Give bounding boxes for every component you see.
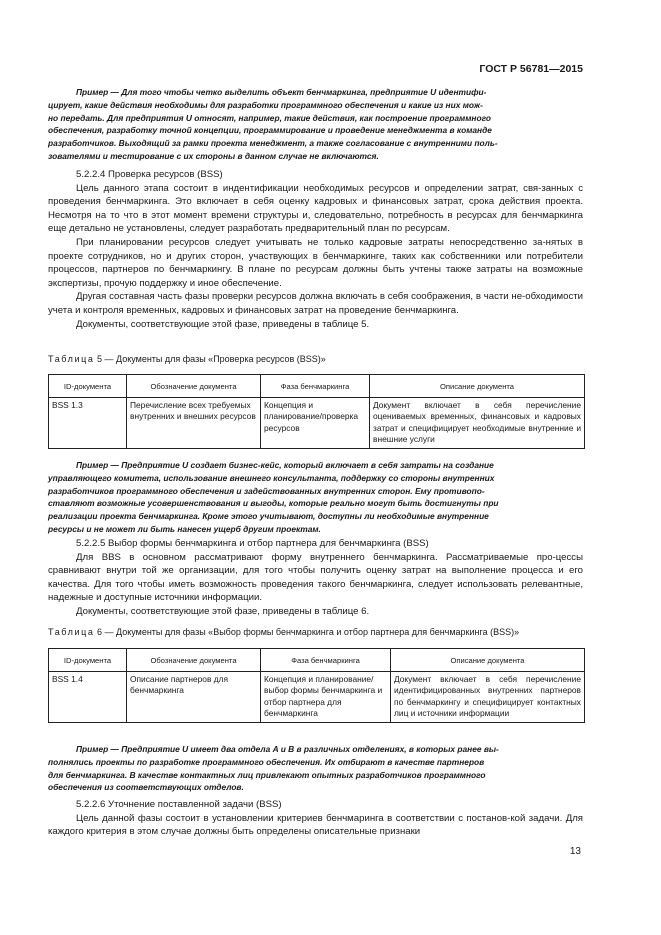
example-1-line: но передать. Для предприятия U относят, например, такие действия, как построение программного	[48, 112, 491, 123]
paragraph: Другая составная часть фазы проверки ресурсов должна включать в себя соображения, в части не-обходимости учета и контроля временных, кадровых и финансовых затрат на проведение бенчмаркинга.	[48, 291, 583, 316]
col-header: Описание документа	[370, 375, 585, 398]
section-heading: 5.2.2.5 Выбор формы бенчмаркинга и отбор партнера для бенчмаркинга (BSS)	[76, 538, 429, 549]
example-1-line: обеспечения, разработку точной концепции, программирование и проведение менеджмента в команде	[48, 125, 492, 136]
paragraph: Документы, соответствующие этой фазе, приведены в таблице 5.	[76, 318, 370, 330]
table-row	[49, 672, 585, 723]
example-3-line: Пример — Предприятие U имеет два отдела A и B в различных отделениях, в которых ранее вы-	[76, 744, 499, 754]
paragraph: Цель данной фазы состоит в установлении критериев бенчмаринга в соответствии с постанов-кой задачи. Для каждого критерия в этом случае должны быть определены описательные признаки	[48, 812, 583, 838]
example-2-line: ставляют возможные усовершенствования и выгоды, которые реально могут быть достигнуты при	[48, 498, 499, 509]
table-5	[48, 374, 585, 449]
example-2-line: Пример — Предприятие U создает бизнес-кейс, который включает в себя затраты на создание	[76, 460, 494, 470]
example-2-line: ресурсы и не может ли быть нанесен ущерб другим проектам.	[48, 523, 321, 534]
cell-phase: Концепция и планирование/выбор формы бенчмаркинга и отбор партнера для бенчмаркинга	[261, 672, 391, 723]
section-5-2-2-4	[48, 168, 583, 331]
standard-header: ГОСТ Р 56781—2015	[479, 63, 583, 75]
caption-text: 5 — Документы для фазы «Проверка ресурсов (BSS)»	[94, 354, 326, 364]
cell-phase: Концепция и планирование/проверка ресурсов	[261, 398, 370, 449]
paragraph: При планировании ресурсов следует учитывать не только кадровые затраты непосредственно за-нятых в проекте сотрудников, но и других сторон, участвующих в бенчмаркинге, таких как собственники или потребители процессов, партнеров по бенчмаркингу. В плане по ресурсам должны быть учтены также затраты на возможные экспертизы, прочую поддержку и иное обеспечение.	[48, 236, 583, 289]
table-5-caption	[48, 354, 588, 364]
table-6	[48, 648, 585, 723]
col-header: Обозначение документа	[127, 649, 261, 672]
example-1-line: разработчиков. Выходящий за рамки проекта менеджмент, а также согласование с внутренними поль-	[48, 138, 498, 149]
example-3-line: полнялись проекты по разработке программного обеспечения. Их отбирают в качестве партнеров	[48, 756, 485, 767]
caption-text: 6 — Документы для фазы «Выбор формы бенчмаркинга и отбор партнера для бенчмаркинга (BSS)»	[94, 627, 520, 637]
example-2-line: разработчиков программного обеспечения и задействованных внутренних сторон. Ему противопо-	[48, 485, 485, 496]
example-1-line: зователями и тестирование с их стороны в данном случае не включаются.	[48, 150, 379, 161]
example-1-line: цирует, какие действия необходимы для разработки программного обеспечения и какие из них мож-	[48, 99, 483, 110]
example-2-line: управляющего комитета, использование внешнего консультанта, поддержку со стороны внутренних	[48, 472, 495, 483]
table-row	[49, 398, 585, 449]
cell-id: BSS 1.3	[49, 398, 127, 449]
paragraph: Для BBS в основном рассматривают форму внутреннего бенчмаркинга. Рассматриваемые про-цессы сравнивают внутри той же организации, для того чтобы получить оценку затрат на выполнение процесса и его качества. Для того чтобы иметь возможность проведения такого бенчмаркинга, следует использовать релевантные, надежные и доступные источники информации.	[48, 551, 583, 604]
example-1	[48, 86, 583, 163]
example-3	[48, 743, 583, 794]
col-header: Обозначение документа	[127, 375, 261, 398]
example-2	[48, 459, 583, 536]
example-3-line: обеспечения из соответствующих отделов.	[48, 782, 244, 793]
caption-label: Таблица	[48, 354, 95, 364]
cell-designation: Описание партнеров для бенчмаркинга	[127, 672, 261, 723]
col-header: Описание документа	[391, 649, 585, 672]
page-number: 13	[569, 846, 581, 857]
section-heading: 5.2.2.4 Проверка ресурсов (BSS)	[76, 169, 223, 180]
cell-description: Документ включает в себя перечисление идентифицированных внутренних партнеров по бенчмаркингу и специфицирует контактных лиц и источники информации	[391, 672, 585, 723]
section-5-2-2-5	[48, 537, 583, 619]
cell-designation: Перечисление всех требуемых внутренних и внешних ресурсов	[127, 398, 261, 449]
table-6-caption	[48, 627, 588, 637]
paragraph: Цель данного этапа состоит в индентификации необходимых ресурсов и определении затрат, свя-занных с проведения бенчмаркинга. Это включает в себя оценку кадровых и финансовых затрат, срока действия проекта. Несмотря на то что в этот момент времени структуры и, следовательно, потребность в ресурсах для бенчмаркинга еще детально не установлены, следует разработать предварительный план по ресурсам.	[48, 182, 583, 235]
cell-description: Документ включает в себя перечисление оцениваемых временных, финансовых и кадровых затрат и специфицирует необходимые внутренние и внешние услуги	[370, 398, 585, 449]
example-2-line: реализации проекта бенчмаркинга. Кроме этого учитывают, доступны ли необходимые внутренние	[48, 511, 489, 522]
table-header-row	[49, 375, 585, 398]
section-heading: 5.2.2.6 Уточнение поставленной задачи (BSS)	[76, 799, 282, 810]
section-5-2-2-6	[48, 798, 583, 839]
caption-label: Таблица	[48, 627, 95, 637]
col-header: ID-документа	[49, 375, 127, 398]
example-3-line: для бенчмаркинга. В качестве контактных лиц привлекают опытных разработчиков программного	[48, 769, 486, 780]
cell-id: BSS 1.4	[49, 672, 127, 723]
table-header-row	[49, 649, 585, 672]
col-header: Фаза бенчмаркинга	[261, 375, 370, 398]
col-header: ID-документа	[49, 649, 127, 672]
paragraph: Документы, соответствующие этой фазе, приведены в таблице 6.	[76, 605, 370, 617]
example-1-line: Пример — Для того чтобы четко выделить объект бенчмаркинга, предприятие U идентифи-	[76, 87, 487, 97]
col-header: Фаза бенчмаркинга	[261, 649, 391, 672]
